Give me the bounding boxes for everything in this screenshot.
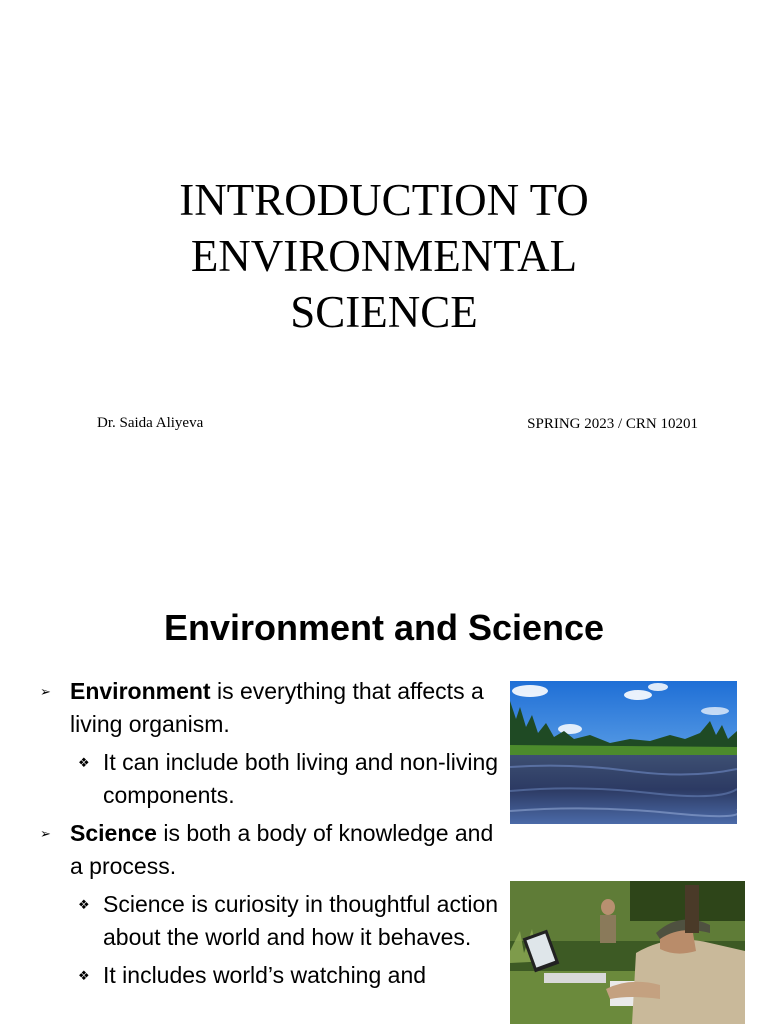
author-name: Dr. Saida Aliyeva (97, 415, 204, 431)
title-line-1: INTRODUCTION TO (179, 175, 589, 225)
subbullet-watching (40, 959, 500, 992)
diamond-bullet-icon: ❖ (78, 968, 90, 983)
subbullet-curiosity (40, 888, 500, 954)
diamond-bullet-icon: ❖ (78, 897, 90, 912)
bullet-environment (40, 675, 500, 741)
bullet-text: is everything that affects a living organism. (70, 678, 484, 737)
subbullet-living-components (40, 746, 500, 812)
subbullet-text: Science is curiosity in thoughtful action about the world and how it behaves. (103, 891, 499, 950)
slide-title: Environment and Science (163, 607, 605, 648)
course-term: SPRING 2023 / CRN 10201 (527, 416, 698, 432)
title-line-2: ENVIRONMENTAL (190, 231, 578, 281)
subbullet-text: It includes world’s watching and (103, 962, 427, 988)
bullet-text: is both a body of knowledge and a process. (70, 820, 494, 879)
content-slide (0, 560, 768, 1024)
bullet-science (40, 817, 500, 883)
title-line-3: SCIENCE (290, 287, 478, 337)
diamond-bullet-icon: ❖ (78, 755, 90, 770)
arrow-bullet-icon: ➢ (40, 826, 51, 841)
presentation-title (0, 172, 768, 340)
field-scientist-laptop-photo (510, 881, 745, 1024)
bullet-term: Environment (70, 678, 211, 704)
bullet-term: Science (70, 820, 157, 846)
bullet-list (40, 675, 500, 997)
subbullet-text: It can include both living and non-living components. (103, 749, 499, 808)
arrow-bullet-icon: ➢ (40, 684, 51, 699)
lake-landscape-photo (510, 681, 737, 824)
